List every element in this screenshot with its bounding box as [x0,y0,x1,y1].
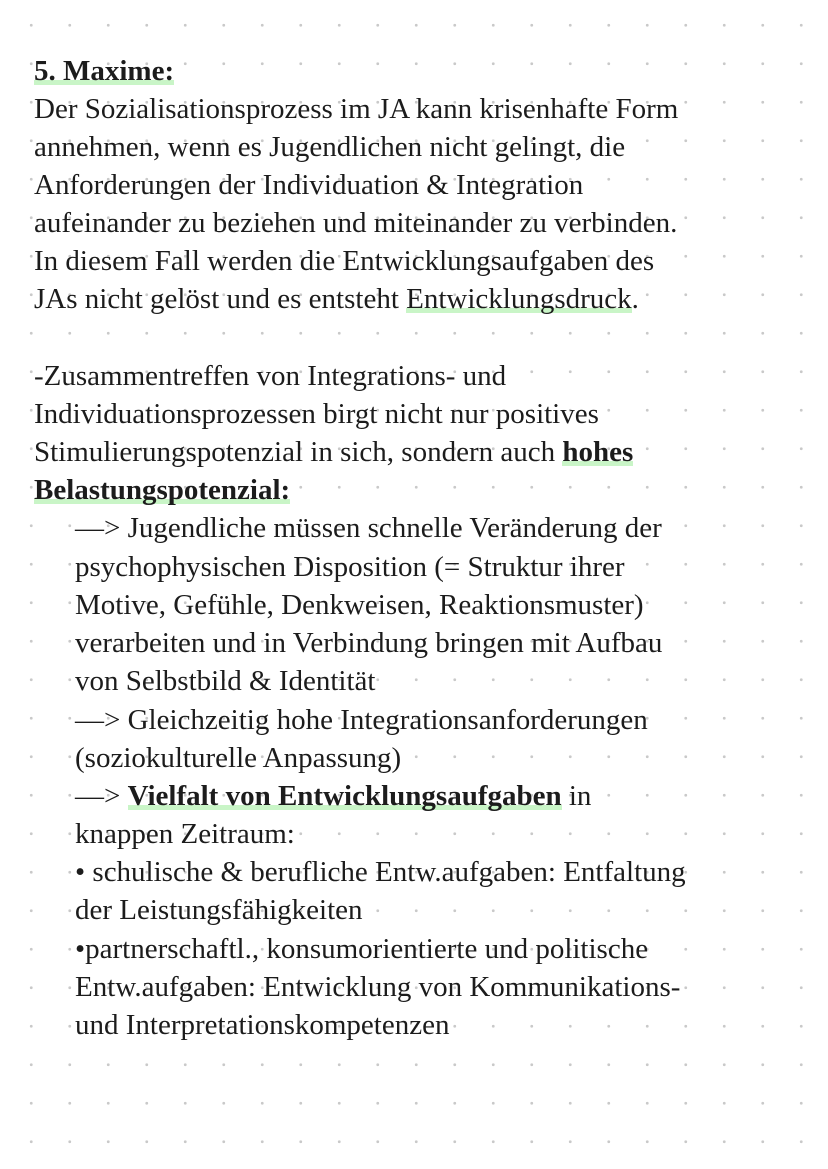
p2-line-4 [34,471,290,509]
p1-line-1: Der Sozialisationsprozess im JA kann krisenhafte Form [34,93,679,125]
bullet1-line-2: der Leistungsfähigkeiten [75,894,363,926]
p1-line-6-end: . [631,283,639,315]
p2-line-3-start: Stimulierungspotenzial in sich, sondern auch [34,436,563,468]
p1-line-5: In diesem Fall werden die Entwicklungsaufgaben des [34,245,655,277]
bullet2-line-3: und Interpretationskompetenzen [75,1009,450,1041]
point2-line-1: —> Gleichzeitig hohe Integrationsanforderungen [75,704,648,736]
p2-line-1: -Zusammentreffen von Integrations- und [34,360,507,392]
heading-line [34,52,174,90]
point3-end: in [561,780,592,812]
bold-hohes: hohes [562,436,634,468]
p1-line-2: annehmen, wenn es Jugendlichen nicht gelingt, die [34,131,626,163]
point1-line-5: von Selbstbild & Identität [75,665,376,697]
point2-line-2: (soziokulturelle Anpassung) [75,742,402,774]
point3-line-2: knappen Zeitraum: [75,818,295,850]
point1-line-2: psychophysischen Disposition (= Struktur ihrer [75,551,625,583]
p1-line-3: Anforderungen der Individuation & Integration [34,169,584,201]
bold-vielfalt: Vielfalt von Entwicklungsaufgaben [127,780,562,812]
p2-line-3 [34,433,633,471]
bold-belastungspotenzial: Belastungspotenzial: [34,474,291,506]
point1-line-1: —> Jugendliche müssen schnelle Veränderung der [75,512,662,544]
point3-arrow: —> [75,780,128,812]
bullet2-line-2: Entw.aufgaben: Entwicklung von Kommunikations- [75,971,681,1003]
p1-line-6 [34,280,639,318]
point1-line-3: Motive, Gefühle, Denkweisen, Reaktionsmuster) [75,589,644,621]
p2-line-2: Individuationsprozessen birgt nicht nur positives [34,398,599,430]
p1-line-6-start: JAs nicht gelöst und es entsteht [34,283,407,315]
point3-line-1 [75,777,591,815]
point1-line-4: verarbeiten und in Verbindung bringen mit Aufbau [75,627,663,659]
p1-line-4: aufeinander zu beziehen und miteinander zu verbinden. [34,207,678,239]
bullet2-line-1: •partnerschaftl., konsumorientierte und politische [75,933,649,965]
highlight-entwicklungsdruck: Entwicklungsdruck [406,283,632,315]
bullet1-line-1: • schulische & berufliche Entw.aufgaben: Entfaltung [75,856,686,888]
heading: 5. Maxime: [34,55,175,87]
